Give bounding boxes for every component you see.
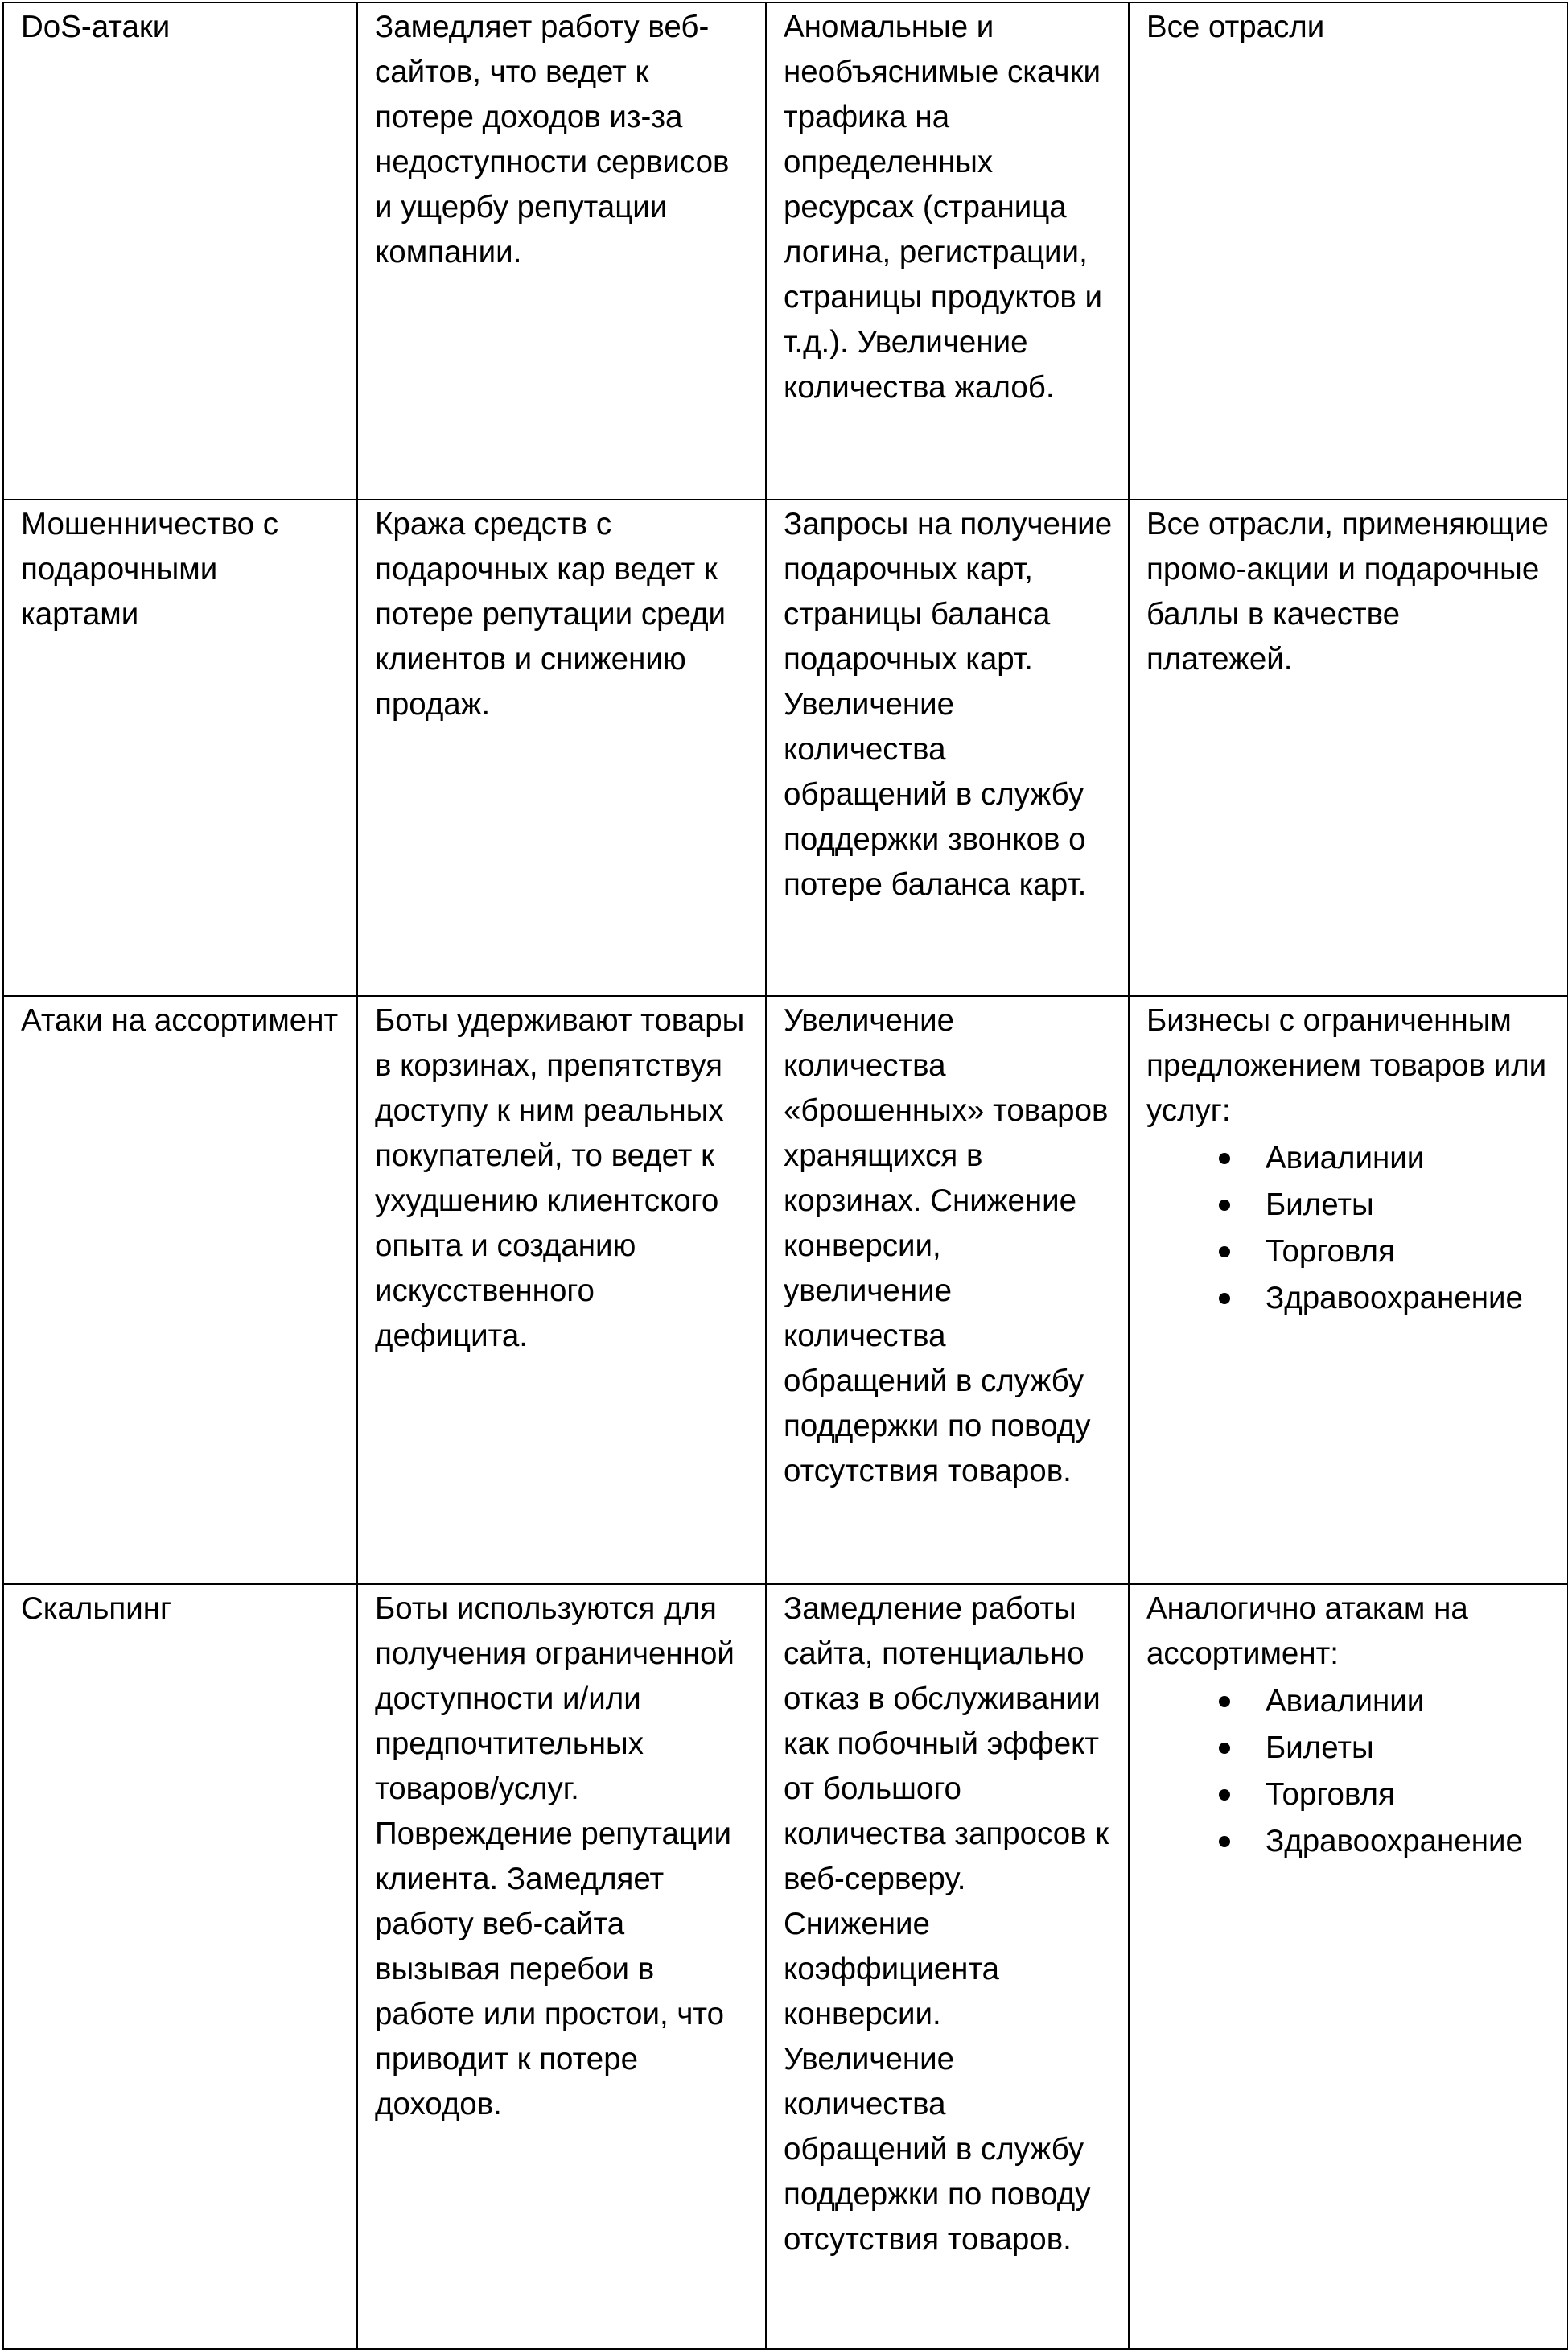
list-item — [1146, 1772, 1554, 1818]
list-item — [1146, 1135, 1554, 1182]
bullet-icon — [1219, 1293, 1230, 1304]
impact-text: Замедляет работу веб-сайтов, что ведет к потере доходов из-за недоступности сервисов и ущербу репутации компании. — [375, 10, 730, 270]
list-item-label: Билеты — [1266, 1187, 1374, 1222]
table-row — [3, 996, 1568, 1584]
signs-text: Увеличение количества «брошенных» товаров хранящихся в корзинах. Снижение конверсии, увеличение количества обращений в службу поддержки по поводу отсутствия товаров. — [784, 1003, 1109, 1488]
threat-cell — [3, 1584, 357, 2349]
industries-text: Все отрасли, применяющие промо-акции и подарочные баллы в качестве платежей. — [1146, 507, 1549, 677]
bullet-icon — [1219, 1743, 1230, 1754]
signs-text: Аномальные и необъяснимые скачки трафика на определенных ресурсах (страница логина, регистрации, страницы продуктов и т.д.). Увеличение количества жалоб. — [784, 10, 1102, 405]
list-item — [1146, 1275, 1554, 1322]
signs-cell — [766, 500, 1129, 996]
bullet-icon — [1219, 1789, 1230, 1801]
industries-list — [1146, 1678, 1554, 1865]
bullet-icon — [1219, 1836, 1230, 1847]
list-item — [1146, 1818, 1554, 1865]
threat-cell — [3, 996, 357, 1584]
table-row — [3, 500, 1568, 996]
impact-text: Кража средств с подарочных кар ведет к потере репутации среди клиентов и снижению продаж. — [375, 507, 726, 722]
signs-text: Замедление работы сайта, потенциально отказ в обслуживании как побочный эффект от большого количества запросов к веб-серверу. Снижение коэффициента конверсии. Увеличение количества обращений в службу поддержки по поводу отсутствия товаров. — [784, 1591, 1109, 2257]
bullet-icon — [1219, 1696, 1230, 1707]
list-item — [1146, 1182, 1554, 1229]
signs-cell — [766, 1584, 1129, 2349]
list-item-label: Билеты — [1266, 1731, 1374, 1765]
impact-cell — [357, 996, 766, 1584]
threats-table — [2, 2, 1568, 2350]
threat-cell — [3, 500, 357, 996]
list-item-label: Авиалинии — [1266, 1684, 1425, 1718]
signs-text: Запросы на получение подарочных карт, страницы баланса подарочных карт. Увеличение количества обращений в службу поддержки звонков о потере баланса карт. — [784, 507, 1113, 902]
signs-cell — [766, 2, 1129, 500]
threat-cell — [3, 2, 357, 500]
industries-cell — [1129, 2, 1568, 500]
threat-name: Атаки на ассортимент — [21, 1003, 339, 1038]
list-item-label: Торговля — [1266, 1234, 1395, 1269]
bullet-icon — [1219, 1200, 1230, 1211]
industries-text: Аналогично атакам на ассортимент: — [1146, 1591, 1468, 1671]
signs-cell — [766, 996, 1129, 1584]
list-item-label: Здравоохранение — [1266, 1824, 1523, 1858]
list-item — [1146, 1725, 1554, 1772]
bullet-icon — [1219, 1246, 1230, 1257]
list-item — [1146, 1229, 1554, 1275]
threat-name: Мошенничество с подарочными картами — [21, 507, 278, 632]
industries-cell — [1129, 500, 1568, 996]
impact-cell — [357, 500, 766, 996]
list-item — [1146, 1678, 1554, 1725]
industries-cell — [1129, 996, 1568, 1584]
bullet-icon — [1219, 1153, 1230, 1164]
industries-list — [1146, 1135, 1554, 1322]
list-item-label: Авиалинии — [1266, 1141, 1425, 1175]
threat-name: DoS-атаки — [21, 10, 171, 44]
list-item-label: Торговля — [1266, 1777, 1395, 1812]
list-item-label: Здравоохранение — [1266, 1281, 1523, 1315]
industries-text: Все отрасли — [1146, 10, 1325, 44]
industries-text: Бизнесы с ограниченным предложением товаров или услуг: — [1146, 1003, 1547, 1128]
table-row — [3, 2, 1568, 500]
impact-text: Боты используются для получения ограниченной доступности и/или предпочтительных товаров/услуг. Повреждение репутации клиента. Замедляет работу веб-сайта вызывая перебои в работе или простои, что приводит к потере доходов. — [375, 1591, 735, 2122]
impact-cell — [357, 1584, 766, 2349]
table-row — [3, 1584, 1568, 2349]
industries-cell — [1129, 1584, 1568, 2349]
threat-name: Скальпинг — [21, 1591, 172, 1626]
impact-text: Боты удерживают товары в корзинах, препятствуя доступу к ним реальных покупателей, то ведет к ухудшению клиентского опыта и созданию искусственного дефицита. — [375, 1003, 745, 1353]
impact-cell — [357, 2, 766, 500]
